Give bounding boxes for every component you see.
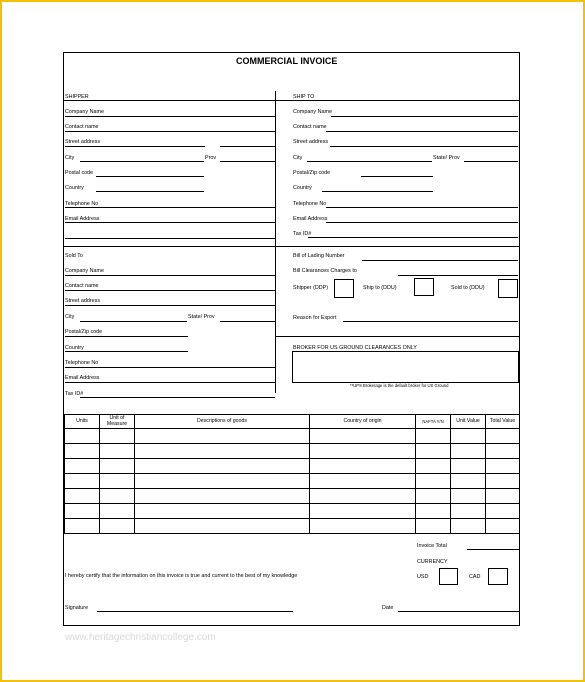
table-row bbox=[65, 444, 520, 459]
ship-to-top-line bbox=[275, 100, 519, 101]
cell-country-of-origin[interactable] bbox=[310, 459, 416, 474]
invoice-total-label: Invoice Total bbox=[417, 543, 447, 549]
ship-to-street-field[interactable] bbox=[330, 146, 518, 147]
invoice-sheet bbox=[63, 52, 520, 626]
ship-to-contact-label: Contact name bbox=[293, 124, 327, 130]
shipper-city-label: City bbox=[65, 155, 75, 161]
cell-nafta[interactable] bbox=[416, 504, 451, 519]
cell-total-value[interactable] bbox=[486, 444, 520, 459]
broker-note: **UPS Brokerage is the default broker for US Ground bbox=[350, 383, 449, 388]
cell-total-value[interactable] bbox=[486, 504, 520, 519]
cell-description[interactable] bbox=[135, 474, 310, 489]
cell-unit-of-measure[interactable] bbox=[100, 489, 135, 504]
sold-to-city-field[interactable] bbox=[80, 321, 187, 322]
goods-table bbox=[64, 414, 520, 534]
shipper-street-label: Street address bbox=[65, 139, 101, 145]
cell-units[interactable] bbox=[65, 474, 100, 489]
page-title: COMMERCIAL INVOICE bbox=[236, 56, 338, 66]
table-row bbox=[65, 489, 520, 504]
ship-to-email-field[interactable] bbox=[326, 222, 518, 223]
date-field[interactable] bbox=[398, 611, 519, 612]
ship-to-contact-field[interactable] bbox=[326, 131, 518, 132]
reason-for-export-label: Reason for Export bbox=[293, 315, 337, 321]
cell-units[interactable] bbox=[65, 444, 100, 459]
ship-to-state-field[interactable] bbox=[464, 161, 518, 162]
watermark: www.heritagechristiancollege.com bbox=[65, 632, 216, 643]
reason-for-export-field[interactable] bbox=[343, 321, 518, 322]
cell-description[interactable] bbox=[135, 504, 310, 519]
ship-to-heading: SHIP TO bbox=[293, 94, 315, 100]
sold-to-contact-label: Contact name bbox=[65, 283, 99, 289]
sold-to-telephone-label: Telephone No bbox=[65, 360, 99, 366]
shipper-email-field[interactable] bbox=[65, 222, 275, 223]
sold-to-state-label: State/ Prov bbox=[188, 314, 215, 320]
cell-country-of-origin[interactable] bbox=[310, 504, 416, 519]
bill-of-lading-field[interactable] bbox=[362, 260, 518, 261]
cell-unit-value[interactable] bbox=[451, 429, 486, 444]
col-nafta: NAFTA Y/N bbox=[416, 415, 451, 429]
cell-nafta[interactable] bbox=[416, 429, 451, 444]
shipper-contact-field[interactable] bbox=[65, 131, 275, 132]
sold-to-ddu-label: Sold to (DDU) bbox=[451, 285, 485, 291]
sold-to-country-label: Country bbox=[65, 345, 84, 351]
col-unit-value: Unit Value bbox=[451, 415, 486, 429]
cell-unit-of-measure[interactable] bbox=[100, 474, 135, 489]
ship-to-city-label: City bbox=[293, 155, 303, 161]
cell-unit-of-measure[interactable] bbox=[100, 504, 135, 519]
shipper-prov-label: Prov bbox=[205, 155, 217, 161]
table-row bbox=[65, 504, 520, 519]
shipper-postal-label: Postal code bbox=[65, 170, 94, 176]
cell-country-of-origin[interactable] bbox=[310, 444, 416, 459]
bill-of-lading-label: Bill of Lading Number bbox=[293, 253, 345, 259]
signature-field[interactable] bbox=[97, 611, 293, 612]
sold-to-country-field[interactable] bbox=[65, 351, 188, 352]
shipper-telephone-label: Telephone No bbox=[65, 201, 99, 207]
bill-clearances-label: Bill Clearances Charges to bbox=[293, 268, 357, 274]
ship-to-taxid-field[interactable] bbox=[308, 237, 518, 238]
ship-to-company-field[interactable] bbox=[331, 116, 518, 117]
col-country-of-origin: Country of origin bbox=[310, 415, 416, 429]
shipper-country-label: Country bbox=[65, 185, 84, 191]
broker-heading: BROKER FOR US GROUND CLEARANCES ONLY bbox=[293, 345, 417, 351]
broker-field[interactable] bbox=[292, 351, 519, 383]
table-row bbox=[65, 459, 520, 474]
shipper-email-label: Email Address bbox=[65, 216, 100, 222]
cell-units[interactable] bbox=[65, 429, 100, 444]
invoice-total-field[interactable] bbox=[467, 549, 519, 550]
cell-country-of-origin[interactable] bbox=[310, 474, 416, 489]
shipper-prov-field[interactable] bbox=[220, 161, 275, 162]
reason-bottom-line bbox=[275, 336, 519, 337]
cell-description[interactable] bbox=[135, 444, 310, 459]
shipper-bottom-line bbox=[65, 238, 275, 239]
goods-table-header bbox=[65, 415, 520, 429]
col-units: Units bbox=[65, 415, 100, 429]
cell-description[interactable] bbox=[135, 429, 310, 444]
sold-to-postal-field[interactable] bbox=[65, 336, 188, 337]
cell-total-value[interactable] bbox=[486, 519, 520, 534]
ship-to-postal-field[interactable] bbox=[361, 176, 433, 177]
cell-description[interactable] bbox=[135, 489, 310, 504]
shipper-contact-label: Contact name bbox=[65, 124, 99, 130]
ship-to-country-label: Country bbox=[293, 185, 312, 191]
signature-label: Signature bbox=[65, 605, 89, 611]
cell-total-value[interactable] bbox=[486, 489, 520, 504]
table-row bbox=[65, 519, 520, 534]
col-description: Descriptions of goods bbox=[135, 415, 310, 429]
shipper-telephone-field[interactable] bbox=[65, 207, 275, 208]
cell-unit-of-measure[interactable] bbox=[100, 444, 135, 459]
cell-country-of-origin[interactable] bbox=[310, 429, 416, 444]
ship-to-postal-label: Postal/Zip code bbox=[293, 170, 331, 176]
cell-nafta[interactable] bbox=[416, 459, 451, 474]
cell-units[interactable] bbox=[65, 459, 100, 474]
cell-unit-value[interactable] bbox=[451, 519, 486, 534]
ship-to-state-label: State/ Prov bbox=[433, 155, 460, 161]
shipper-top-line bbox=[64, 100, 275, 101]
cell-description[interactable] bbox=[135, 459, 310, 474]
cell-unit-value[interactable] bbox=[451, 489, 486, 504]
table-row bbox=[65, 474, 520, 489]
cell-unit-value[interactable] bbox=[451, 444, 486, 459]
sold-to-city-label: City bbox=[65, 314, 75, 320]
cell-nafta[interactable] bbox=[416, 474, 451, 489]
sold-to-taxid-field[interactable] bbox=[80, 397, 275, 398]
date-label: Date bbox=[382, 605, 394, 611]
ship-to-country-field[interactable] bbox=[322, 191, 433, 192]
shipper-city-field[interactable] bbox=[80, 161, 204, 162]
cell-description[interactable] bbox=[135, 519, 310, 534]
cell-unit-value[interactable] bbox=[451, 504, 486, 519]
cell-unit-value[interactable] bbox=[451, 459, 486, 474]
shipper-company-label: Company Name bbox=[65, 109, 104, 115]
cell-total-value[interactable] bbox=[486, 429, 520, 444]
sold-to-contact-field[interactable] bbox=[65, 290, 275, 291]
sold-to-ddu-checkbox[interactable] bbox=[498, 279, 518, 298]
cell-unit-of-measure[interactable] bbox=[100, 429, 135, 444]
ship-to-telephone-field[interactable] bbox=[326, 207, 518, 208]
ship-to-street-label: Street address bbox=[293, 139, 329, 145]
cad-checkbox[interactable] bbox=[488, 568, 508, 585]
sold-to-email-field[interactable] bbox=[65, 382, 275, 383]
col-total-value: Total Value bbox=[486, 415, 520, 429]
ship-to-telephone-label: Telephone No bbox=[293, 201, 327, 207]
goods-table-body bbox=[65, 429, 520, 534]
sold-to-street-field[interactable] bbox=[65, 305, 275, 306]
cell-nafta[interactable] bbox=[416, 444, 451, 459]
usd-label: USD bbox=[417, 574, 429, 580]
shipper-country-field[interactable] bbox=[96, 191, 204, 192]
cell-total-value[interactable] bbox=[486, 474, 520, 489]
cell-unit-of-measure[interactable] bbox=[100, 519, 135, 534]
cell-country-of-origin[interactable] bbox=[310, 489, 416, 504]
sold-to-postal-label: Postal/Zip code bbox=[65, 329, 103, 335]
ship-to-ddu-checkbox[interactable] bbox=[414, 278, 434, 296]
column-divider bbox=[275, 91, 276, 393]
cell-unit-value[interactable] bbox=[451, 474, 486, 489]
cell-units[interactable] bbox=[65, 489, 100, 504]
ship-to-ddu-label: Ship to (DDU) bbox=[363, 285, 397, 291]
ship-to-city-field[interactable] bbox=[307, 161, 432, 162]
cell-country-of-origin[interactable] bbox=[310, 519, 416, 534]
shipper-postal-field[interactable] bbox=[96, 176, 204, 177]
currency-label: CURRENCY bbox=[417, 559, 448, 565]
ship-to-email-label: Email Address bbox=[293, 216, 328, 222]
sold-to-state-field[interactable] bbox=[220, 321, 275, 322]
shipper-street-field-2[interactable] bbox=[220, 146, 275, 147]
sold-to-street-label: Street address bbox=[65, 298, 101, 304]
shipper-ddp-checkbox[interactable] bbox=[334, 279, 354, 298]
cell-units[interactable] bbox=[65, 519, 100, 534]
sold-to-telephone-field[interactable] bbox=[65, 367, 275, 368]
sold-to-heading: Sold To bbox=[65, 253, 83, 259]
cad-label: CAD bbox=[469, 574, 481, 580]
cell-total-value[interactable] bbox=[486, 459, 520, 474]
certification-text: I hereby certify that the information on this invoice is true and current to the best of my knowledge bbox=[65, 573, 298, 579]
cell-nafta[interactable] bbox=[416, 519, 451, 534]
shipper-street-field-1[interactable] bbox=[65, 146, 205, 147]
sold-to-email-label: Email Address bbox=[65, 375, 100, 381]
bill-clearances-field[interactable] bbox=[398, 275, 518, 276]
shipper-heading: SHIPPER bbox=[65, 94, 89, 100]
shipper-ddp-label: Shipper (DDP) bbox=[293, 285, 329, 291]
sold-to-company-field[interactable] bbox=[65, 275, 275, 276]
cell-nafta[interactable] bbox=[416, 489, 451, 504]
sold-to-company-label: Company Name bbox=[65, 268, 104, 274]
cell-unit-of-measure[interactable] bbox=[100, 459, 135, 474]
cell-units[interactable] bbox=[65, 504, 100, 519]
ship-to-taxid-label: Tax ID# bbox=[293, 231, 312, 237]
shipper-company-field[interactable] bbox=[65, 116, 275, 117]
sold-to-taxid-label: Tax ID# bbox=[65, 391, 84, 397]
usd-checkbox[interactable] bbox=[439, 568, 458, 585]
ship-to-company-label: Company Name bbox=[293, 109, 332, 115]
sold-to-top-line bbox=[64, 246, 519, 247]
col-unit-of-measure: Unit of Measure bbox=[100, 415, 135, 429]
table-row bbox=[65, 429, 520, 444]
